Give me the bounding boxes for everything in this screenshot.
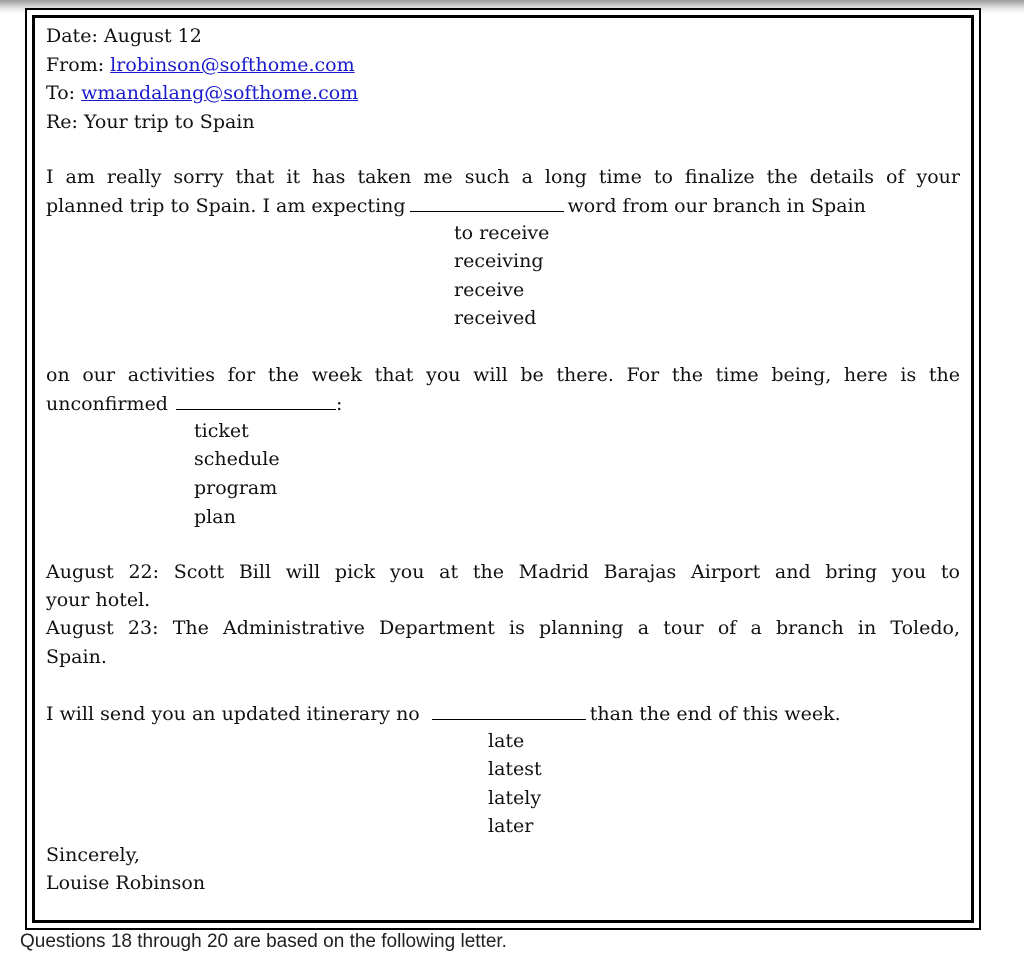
option-q2-a: ticket xyxy=(194,420,249,442)
option-q3-c: lately xyxy=(488,787,542,809)
re-value: Your trip to Spain xyxy=(84,111,255,133)
option-q1-d: received xyxy=(454,307,537,329)
paragraph-1-text-after-blank: word from our branch in Spain xyxy=(567,195,866,217)
paragraph-3-line-1: August 22: Scott Bill will pick you at the Madrid Barajas Airport and bring you to xyxy=(46,561,960,583)
to-label: To: xyxy=(46,82,76,104)
option-q1-b: receiving xyxy=(454,250,544,272)
paragraph-5-text-before-blank: I will send you an updated itinerary no xyxy=(46,703,420,725)
from-label: From: xyxy=(46,54,105,76)
re-line xyxy=(46,110,255,134)
paragraph-4-line-2: Spain. xyxy=(46,646,107,668)
option-q3-a: late xyxy=(488,730,525,752)
option-q3-b: latest xyxy=(488,758,542,780)
option-q1-a: to receive xyxy=(454,222,550,244)
closing: Sincerely, xyxy=(46,844,140,866)
date-line xyxy=(46,24,202,48)
option-q2-c: program xyxy=(194,477,278,499)
paragraph-2-line-1: on our activities for the week that you will be there. For the time being, here is the xyxy=(46,364,960,386)
option-q2-d: plan xyxy=(194,506,236,528)
date-label: Date: xyxy=(46,25,98,47)
option-q3-d: later xyxy=(488,815,534,837)
blank-question-3 xyxy=(432,701,586,720)
paragraph-2-text-before-blank: unconfirmed xyxy=(46,393,168,415)
paragraph-5-text-after-blank: than the end of this week. xyxy=(589,703,841,725)
date-value: August 12 xyxy=(103,25,202,47)
from-line xyxy=(46,53,355,77)
paragraph-3-line-2: your hotel. xyxy=(46,589,151,611)
blank-question-2 xyxy=(176,391,336,410)
signature: Louise Robinson xyxy=(46,872,206,894)
blank-question-1 xyxy=(410,193,564,212)
paragraph-1-line-1: I am really sorry that it has taken me such a long time to finalize the details of your xyxy=(46,166,960,188)
re-label: Re: xyxy=(46,111,78,133)
option-q1-c: receive xyxy=(454,279,525,301)
paragraph-2-colon: : xyxy=(335,393,343,415)
paragraph-5-line xyxy=(46,701,841,726)
to-line xyxy=(46,81,358,105)
paragraph-1-line-2 xyxy=(46,193,866,218)
from-email-link[interactable]: lrobinson@softhome.com xyxy=(110,54,355,76)
paragraph-1-text-before-blank: planned trip to Spain. I am expecting xyxy=(46,195,406,217)
questions-caption: Questions 18 through 20 are based on the following letter. xyxy=(20,931,507,952)
to-email-link[interactable]: wmandalang@softhome.com xyxy=(81,82,359,104)
paragraph-2-line-2 xyxy=(46,391,342,416)
option-q2-b: schedule xyxy=(194,448,280,470)
paragraph-4-line-1: August 23: The Administrative Department is planning a tour of a branch in Toledo, xyxy=(46,617,960,639)
